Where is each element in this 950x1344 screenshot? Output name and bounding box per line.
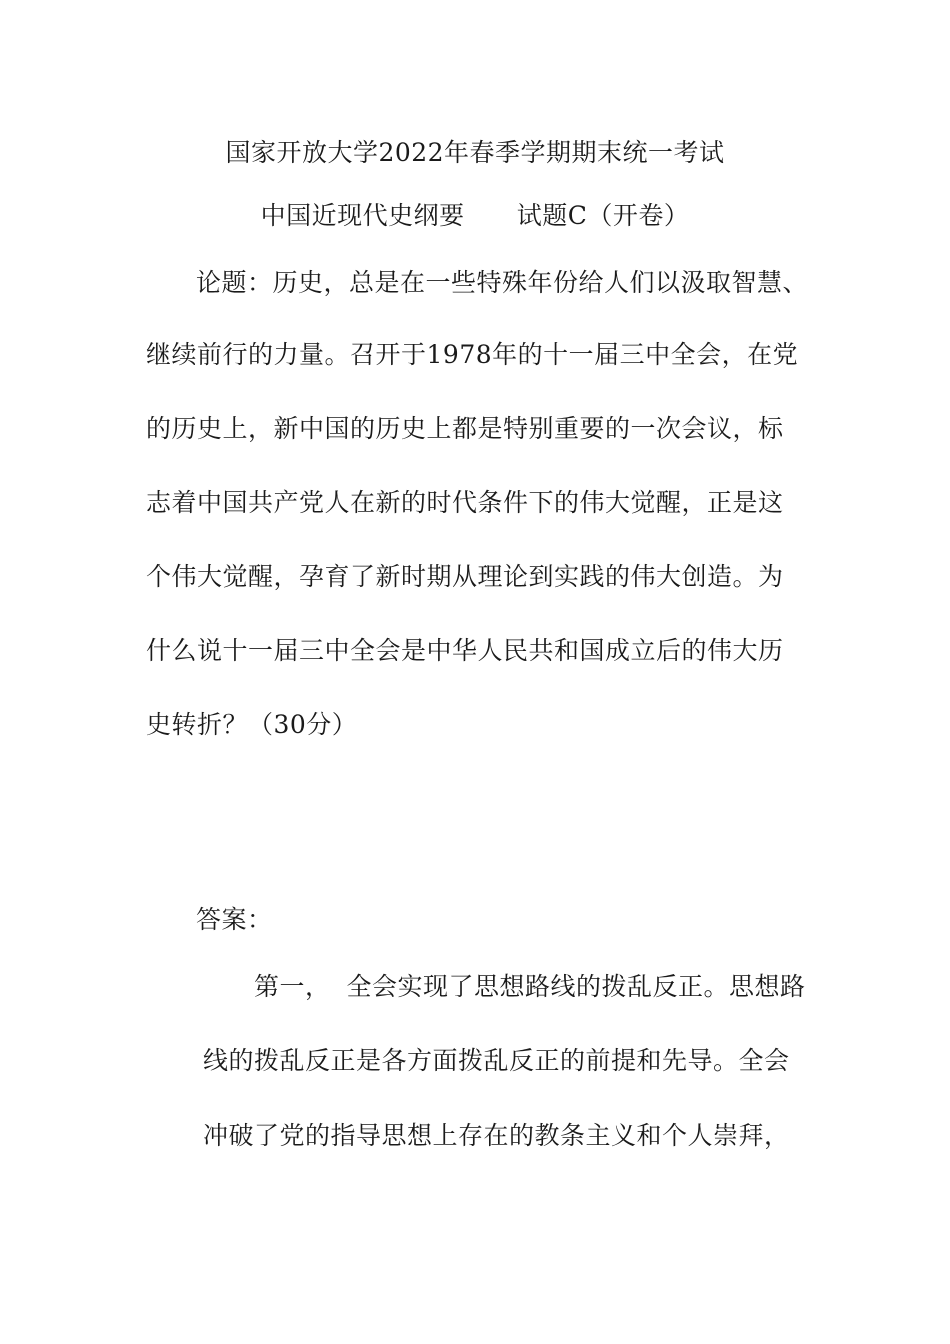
question-line: 论题：历史，总是在一些特殊年份给人们以汲取智慧、 [196, 268, 809, 297]
answer-line: 冲破了党的指导思想上存在的教条主义和个人崇拜， [203, 1121, 790, 1150]
question-line: 的历史上，新中国的历史上都是特别重要的一次会议，标 [146, 414, 784, 443]
answer-label: 答案： [196, 905, 273, 934]
answer-line: 线的拨乱反正是各方面拨乱反正的前提和先导。全会 [203, 1046, 790, 1075]
course-name: 中国近现代史纲要 [260, 201, 465, 230]
answer-line [254, 971, 806, 1003]
paper-label: 试题C（开卷） [516, 201, 690, 230]
question-line: 个伟大觉醒，孕育了新时期从理论到实践的伟大创造。为 [146, 562, 784, 591]
question-line: 继续前行的力量。召开于1978年的十一届三中全会，在党 [146, 340, 799, 369]
question-line: 志着中国共产党人在新的时代条件下的伟大觉醒，正是这 [146, 488, 784, 517]
exam-subtitle [0, 200, 950, 232]
answer-point-label: 第一， [254, 972, 331, 1001]
exam-title: 国家开放大学2022年春季学期期末统一考试 [225, 138, 725, 167]
question-line: 什么说十一届三中全会是中华人民共和国成立后的伟大历 [146, 636, 784, 665]
question-line: 史转折？（30分） [146, 710, 358, 739]
answer-line-text: 全会实现了思想路线的拨乱反正。思想路 [346, 972, 806, 1001]
